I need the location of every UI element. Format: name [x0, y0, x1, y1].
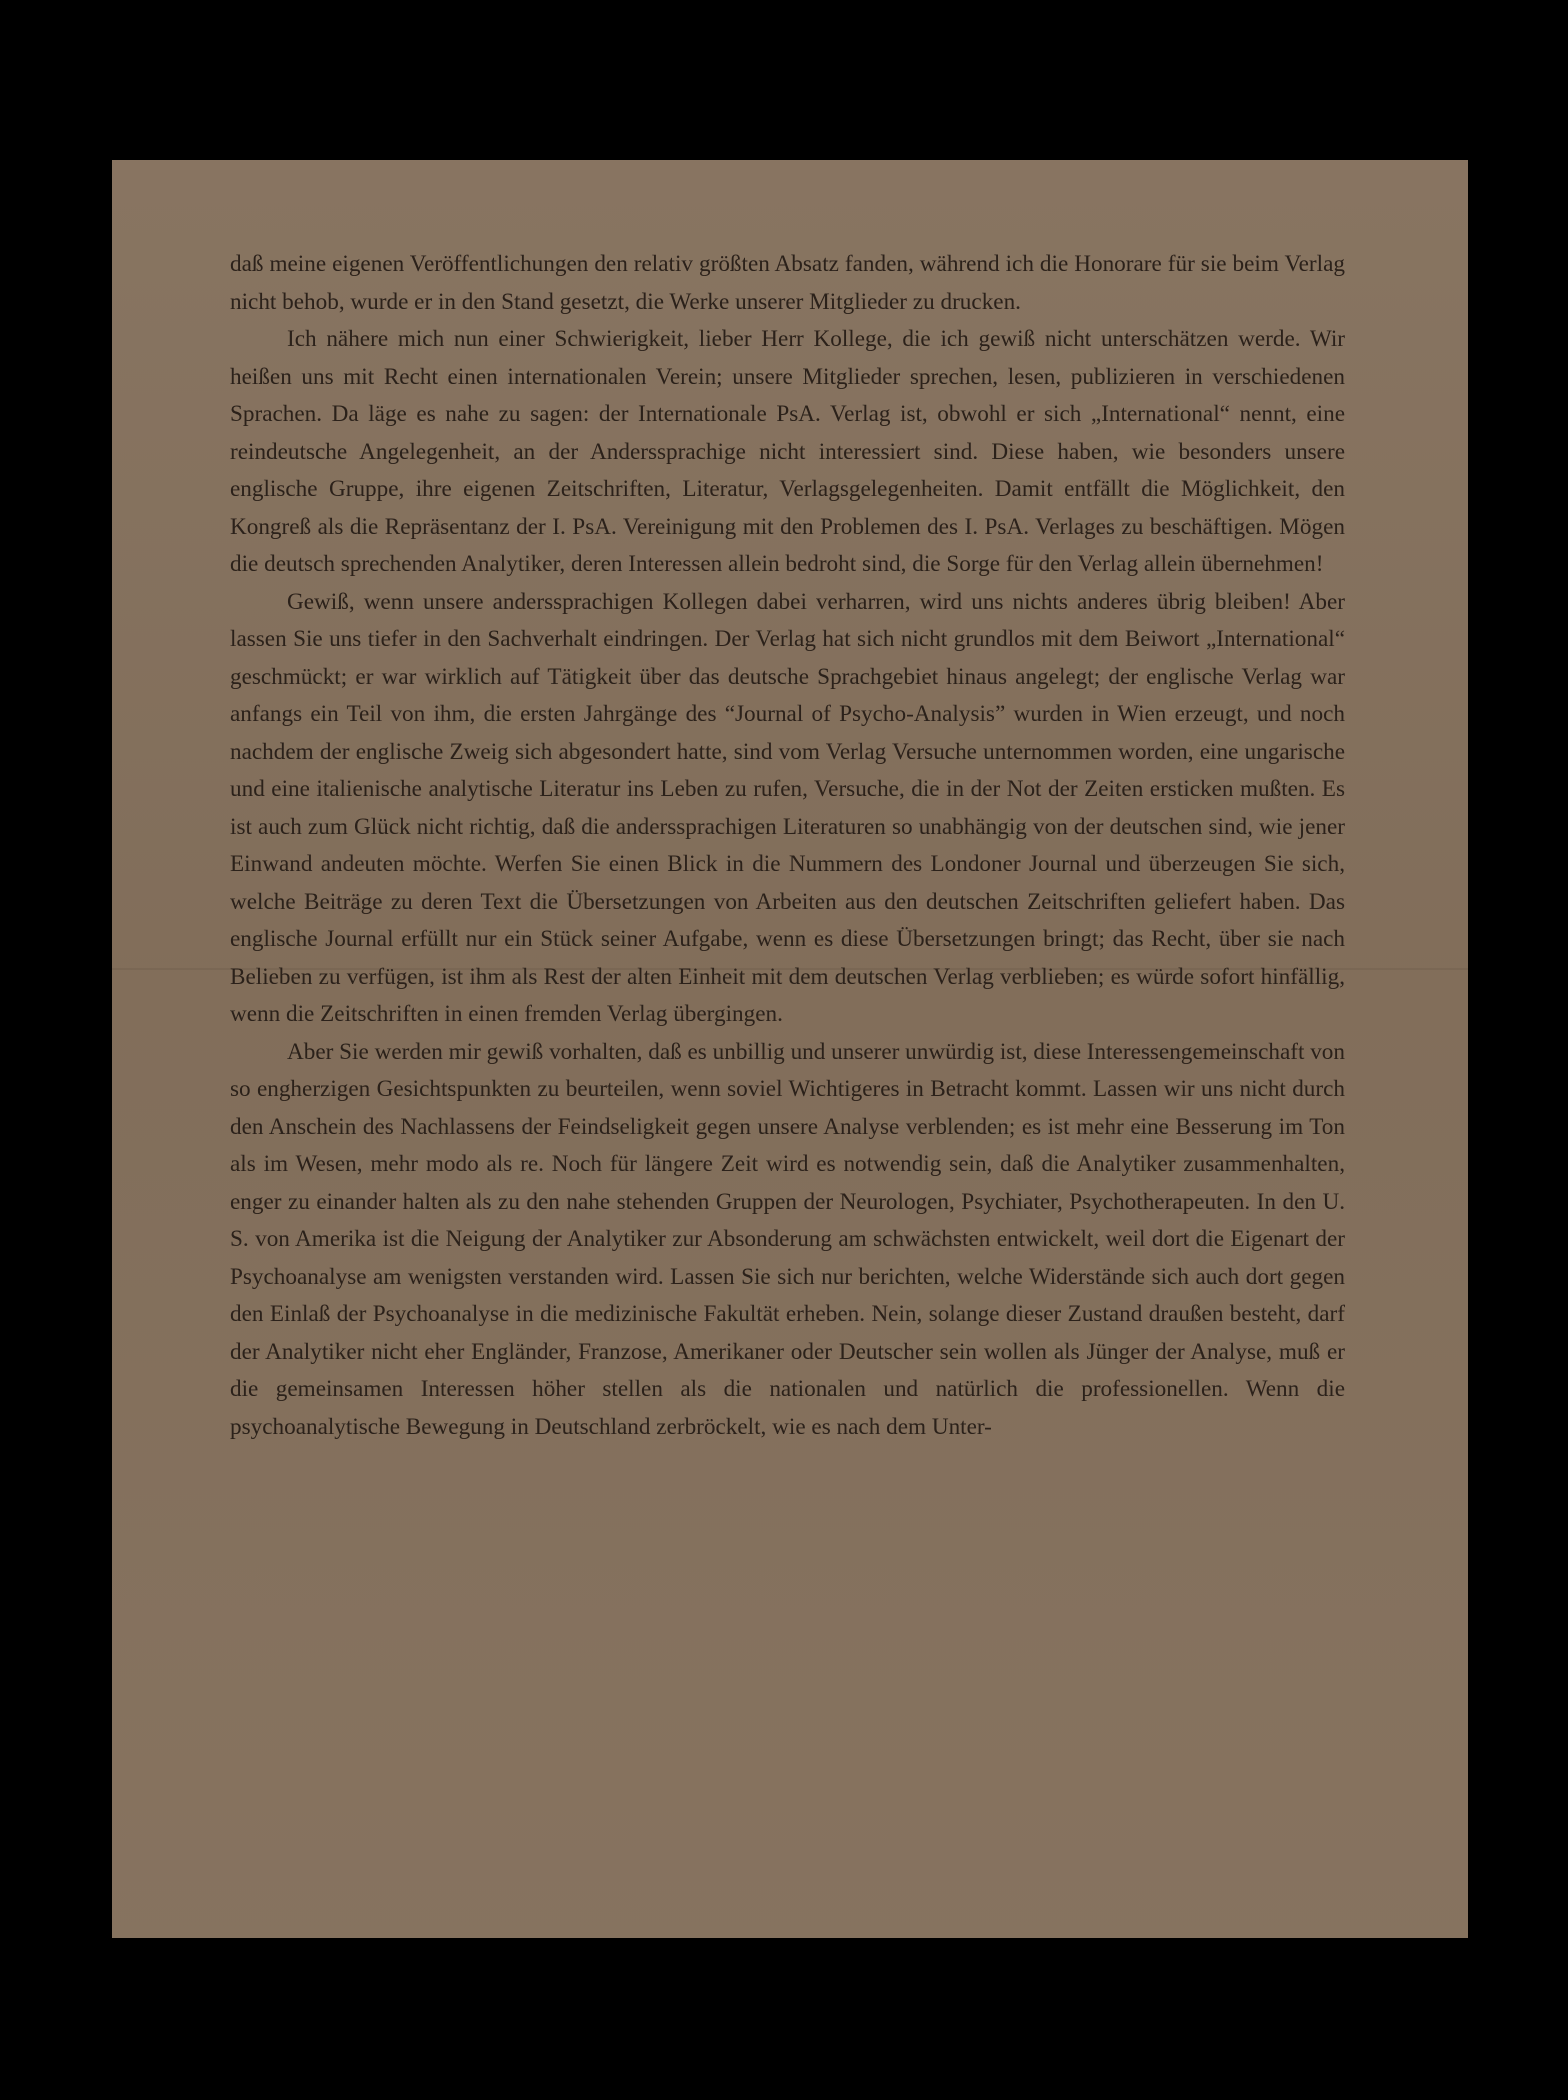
document-body	[230, 246, 1345, 1446]
paragraph-difficulty: Ich nähere mich nun einer Schwierigkeit, lieber Herr Kollege, die ich gewiß nicht unterschätzen werde. Wir heißen uns mit Recht einen internationalen Verein; unsere Mitglieder sprechen, lesen, publizieren in verschiedenen Sprachen. Da läge es nahe zu sagen: der Internationale PsA. Verlag ist, obwohl er sich „International“ nennt, eine reindeutsche Angelegenheit, an der Anderssprachige nicht interessiert sind. Diese haben, wie besonders unsere englische Gruppe, ihre eigenen Zeitschriften, Literatur, Verlagsgelegenheiten. Damit entfällt die Möglichkeit, den Kongreß als die Repräsentanz der I. PsA. Vereinigung mit den Problemen des I. PsA. Verlages zu beschäftigen. Mögen die deutsch sprechenden Analytiker, deren Interessen allein bedroht sind, die Sorge für den Verlag allein übernehmen!	[230, 326, 1345, 577]
paragraph-continuation: daß meine eigenen Veröffentlichungen den relativ größten Absatz fanden, während ich die Honorare für sie beim Verlag nicht behob, wurde er in den Stand gesetzt, die Werke unserer Mitglieder zu drucken.	[230, 251, 1345, 315]
document-page	[112, 160, 1468, 1938]
paragraph-common-interests: Aber Sie werden mir gewiß vorhalten, daß es unbillig und unserer unwürdig ist, diese Interessengemeinschaft von so engherzigen Gesichtspunkten zu beurteilen, wenn soviel Wichtigeres in Betracht kommt. Lassen wir uns nicht durch den Anschein des Nachlassens der Feindseligkeit gegen unsere Analyse verblenden; es ist mehr eine Besserung im Ton als im Wesen, mehr modo als re. Noch für längere Zeit wird es notwendig sein, daß die Analytiker zusammenhalten, enger zu einander halten als zu den nahe stehenden Gruppen der Neurologen, Psychiater, Psychotherapeuten. In den U. S. von Amerika ist die Neigung der Analytiker zur Absonderung am schwächsten entwickelt, weil dort die Eigenart der Psychoanalyse am wenigsten verstanden wird. Lassen Sie sich nur berichten, welche Widerstände sich auch dort gegen den Einlaß der Psychoanalyse in die medizinische Fakultät erheben. Nein, solange dieser Zustand draußen besteht, darf der Analytiker nicht eher Engländer, Franzose, Amerikaner oder Deutscher sein wollen als Jünger der Analyse, muß er die gemeinsamen Interessen höher stellen als die nationalen und natürlich die professionellen. Wenn die psychoanalytische Bewegung in Deutschland zerbröckelt, wie es nach dem Unter-	[230, 1038, 1345, 1440]
paragraph-international-publisher: Gewiß, wenn unsere anderssprachigen Kollegen dabei verharren, wird uns nichts anderes übrig bleiben! Aber lassen Sie uns tiefer in den Sachverhalt eindringen. Der Verlag hat sich nicht grundlos mit dem Beiwort „International“ geschmückt; er war wirklich auf Tätigkeit über das deutsche Sprachgebiet hinaus angelegt; der englische Verlag war anfangs ein Teil von ihm, die ersten Jahrgänge des “Journal of Psycho-Analysis” wurden in Wien erzeugt, und noch nachdem der englische Zweig sich abgesondert hatte, sind vom Verlag Versuche unternommen worden, eine ungarische und eine italienische analytische Literatur ins Leben zu rufen, Versuche, die in der Not der Zeiten ersticken mußten. Es ist auch zum Glück nicht richtig, daß die anderssprachigen Literaturen so unabhängig von der deutschen sind, wie jener Einwand andeuten möchte. Werfen Sie einen Blick in die Nummern des Londoner Journal und überzeugen Sie sich, welche Beiträge zu deren Text die Übersetzungen von Arbeiten aus den deutschen Zeitschriften geliefert haben. Das englische Journal erfüllt nur ein Stück seiner Aufgabe, wenn es diese Übersetzungen bringt; das Recht, über sie nach Belieben zu verfügen, ist ihm als Rest der alten Einheit mit dem deutschen Verlag verblieben; es würde sofort hinfällig, wenn die Zeitschriften in einen fremden Verlag übergingen.	[230, 588, 1345, 1027]
